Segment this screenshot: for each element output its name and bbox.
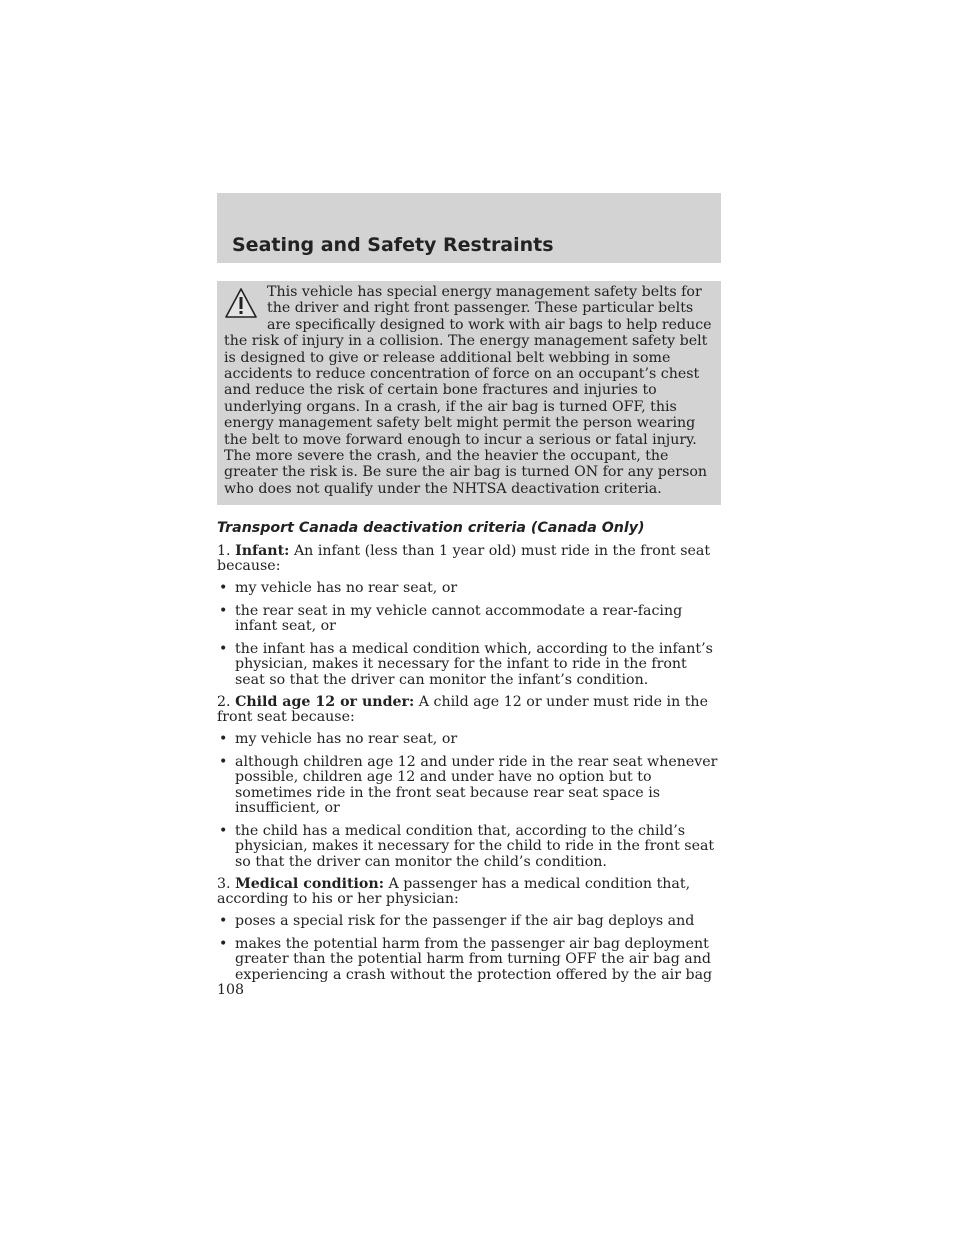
criteria-medical: [217, 877, 721, 907]
bullet: •: [219, 731, 228, 747]
page-title: Seating and Safety Restraints: [232, 234, 554, 256]
bullet-list: [217, 914, 721, 983]
list-item: • the child has a medical condition that, according to the child’s physician, makes it necessary for the child to ride in the front seat so that the driver can monitor the child’s condition.: [219, 822, 715, 870]
list-item: • the rear seat in my vehicle cannot accommodate a rear-facing infant seat, or: [219, 602, 683, 634]
list-item: • the infant has a medical condition which, according to the infant’s physician, makes it necessary for the infant to ride in the front seat so that the driver can monitor the infant’s condition.: [219, 640, 713, 688]
list-item: • makes the potential harm from the passenger air bag deployment greater than the potential harm from turning OFF the air bag and experiencing a crash without the protection offered by the air bag: [219, 935, 713, 983]
bullet: •: [219, 822, 228, 839]
section-title: Transport Canada deactivation criteria (Canada Only): [217, 520, 645, 536]
bullet: •: [219, 580, 228, 596]
page-number: 108: [217, 982, 245, 998]
warning-box: [217, 281, 721, 505]
bullet: •: [219, 602, 228, 619]
list-item: • poses a special risk for the passenger if the air bag deploys and: [219, 913, 695, 929]
bullet: •: [219, 935, 228, 952]
item-label: Infant:: [235, 543, 290, 559]
bullet-list: [217, 732, 721, 870]
list-item: • my vehicle has no rear seat, or: [219, 580, 458, 596]
criteria-child: [217, 695, 721, 725]
bullet: •: [219, 640, 228, 657]
bullet-list: [217, 581, 721, 688]
item-number: 2.: [217, 694, 231, 710]
item-text: A child age 12 or under must ride in the front seat because:: [217, 694, 708, 725]
bullet: •: [219, 753, 228, 770]
section-header: [217, 193, 721, 263]
criteria-infant: [217, 544, 721, 574]
item-number: 3.: [217, 876, 231, 892]
warning-triangle-icon: [224, 286, 258, 322]
list-item: • my vehicle has no rear seat, or: [219, 731, 458, 747]
warning-text: This vehicle has special energy management safety belts for the driver and right front passenger. These particular belts are specifically designed to work with air bags to help reduce the risk of injury in a collision. The energy management safety belt is designed to give or release additional belt webbing in some accidents to reduce concentration of force on an occupant’s chest and reduce the risk of certain bone fractures and injuries to underlying organs. In a crash, if the air bag is turned OFF, this energy management safety belt might permit the person wearing the belt to move forward enough to incur a serious or fatal injury. The more severe the crash, and the heavier the occupant, the greater the risk is. Be sure the air bag is turned ON for any person who does not qualify under the NHTSA deactivation criteria.: [224, 284, 712, 497]
main-content: [217, 518, 721, 990]
item-label: Medical condition:: [235, 876, 384, 892]
bullet: •: [219, 913, 228, 929]
item-label: Child age 12 or under:: [235, 694, 415, 710]
item-text: A passenger has a medical condition that, according to his or her physician:: [217, 876, 691, 907]
item-number: 1.: [217, 543, 231, 559]
item-text: An infant (less than 1 year old) must ride in the front seat because:: [217, 543, 711, 574]
list-item: • although children age 12 and under ride in the rear seat whenever possible, children age 12 and under have no option but to sometimes ride in the front seat because rear seat space is insufficient, or: [219, 753, 718, 816]
